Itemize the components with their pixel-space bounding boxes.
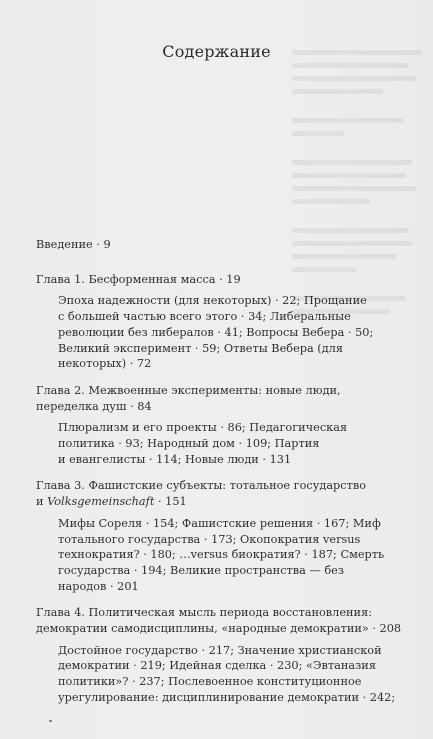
toc-chapter-3 xyxy=(36,478,410,594)
subsection-line: технократия? · 180; …versus биократия? · 187; Смерть xyxy=(58,548,385,562)
chapter-title-line: Глава 4. Политическая мысль периода восстановления: xyxy=(36,606,373,620)
subsection-line: демократии · 219; Идейная сделка · 230; «Эвтаназия xyxy=(58,659,376,673)
subsection-line: Великий эксперимент · 59; Ответы Вебера (для xyxy=(58,341,343,355)
chapter-title-line: Глава 3. Фашистские субъекты: тотальное государство xyxy=(36,479,367,493)
toc-intro: Введение · 9 xyxy=(36,238,111,251)
chapter-subsections xyxy=(36,293,410,372)
chapter-title-line: Глава 2. Межвоенные эксперименты: новые люди, xyxy=(36,383,341,397)
subsection-line: Плюрализм и его проекты · 86; Педагогическая xyxy=(58,421,348,435)
title-prefix: и xyxy=(36,495,48,509)
chapter-title: Глава 1. Бесформенная масса · 19 xyxy=(36,272,241,286)
chapter-title xyxy=(36,383,410,414)
chapter-subsections xyxy=(36,420,410,467)
chapter-subsections xyxy=(36,516,410,595)
chapter-title-line: демократии самодисциплины, «народные демократии» · 208 xyxy=(36,622,402,636)
toc-chapter-4 xyxy=(36,605,410,705)
chapter-subsections xyxy=(36,643,410,706)
subsection-line: Достойное государство · 217; Значение христианской xyxy=(58,643,382,657)
toc-chapter-1 xyxy=(36,272,410,372)
subsection-line: Мифы Сореля · 154; Фашистские решения · 167; Миф xyxy=(58,516,381,530)
subsection-line: тотального государства · 173; Окопократия versus xyxy=(58,532,361,546)
toc-chapter-2 xyxy=(36,383,410,468)
subsection-line: с большей частью всего этого · 34; Либеральные xyxy=(58,310,351,324)
title-italic-term: Volksgemeinschaft xyxy=(47,495,155,509)
subsection-line: Эпоха надежности (для некоторых) · 22; Прощание xyxy=(58,294,367,308)
subsection-line: и евангелисты · 114; Новые люди · 131 xyxy=(58,452,292,466)
title-page: · 151 xyxy=(154,495,187,509)
subsection-line: политики»? · 237; Послевоенное конституционное xyxy=(58,675,362,689)
subsection-line: государства · 194; Великие пространства — без xyxy=(58,563,345,577)
chapter-title-line: переделка душ · 84 xyxy=(36,399,152,413)
subsection-line: политика · 93; Народный дом · 109; Партия xyxy=(58,437,320,451)
subsection-line: народов · 201 xyxy=(58,579,139,593)
subsection-line: некоторых) · 72 xyxy=(58,357,152,371)
chapter-title-line xyxy=(36,494,410,510)
chapter-title xyxy=(36,605,410,636)
table-of-contents xyxy=(36,237,410,717)
subsection-line: революции без либералов · 41; Вопросы Вебера · 50; xyxy=(58,325,374,339)
page-title: Содержание xyxy=(162,42,271,61)
chapter-title xyxy=(36,478,410,509)
page-speck xyxy=(49,720,52,722)
subsection-line: урегулирование: дисциплинирование демократии · 242; xyxy=(58,690,396,704)
